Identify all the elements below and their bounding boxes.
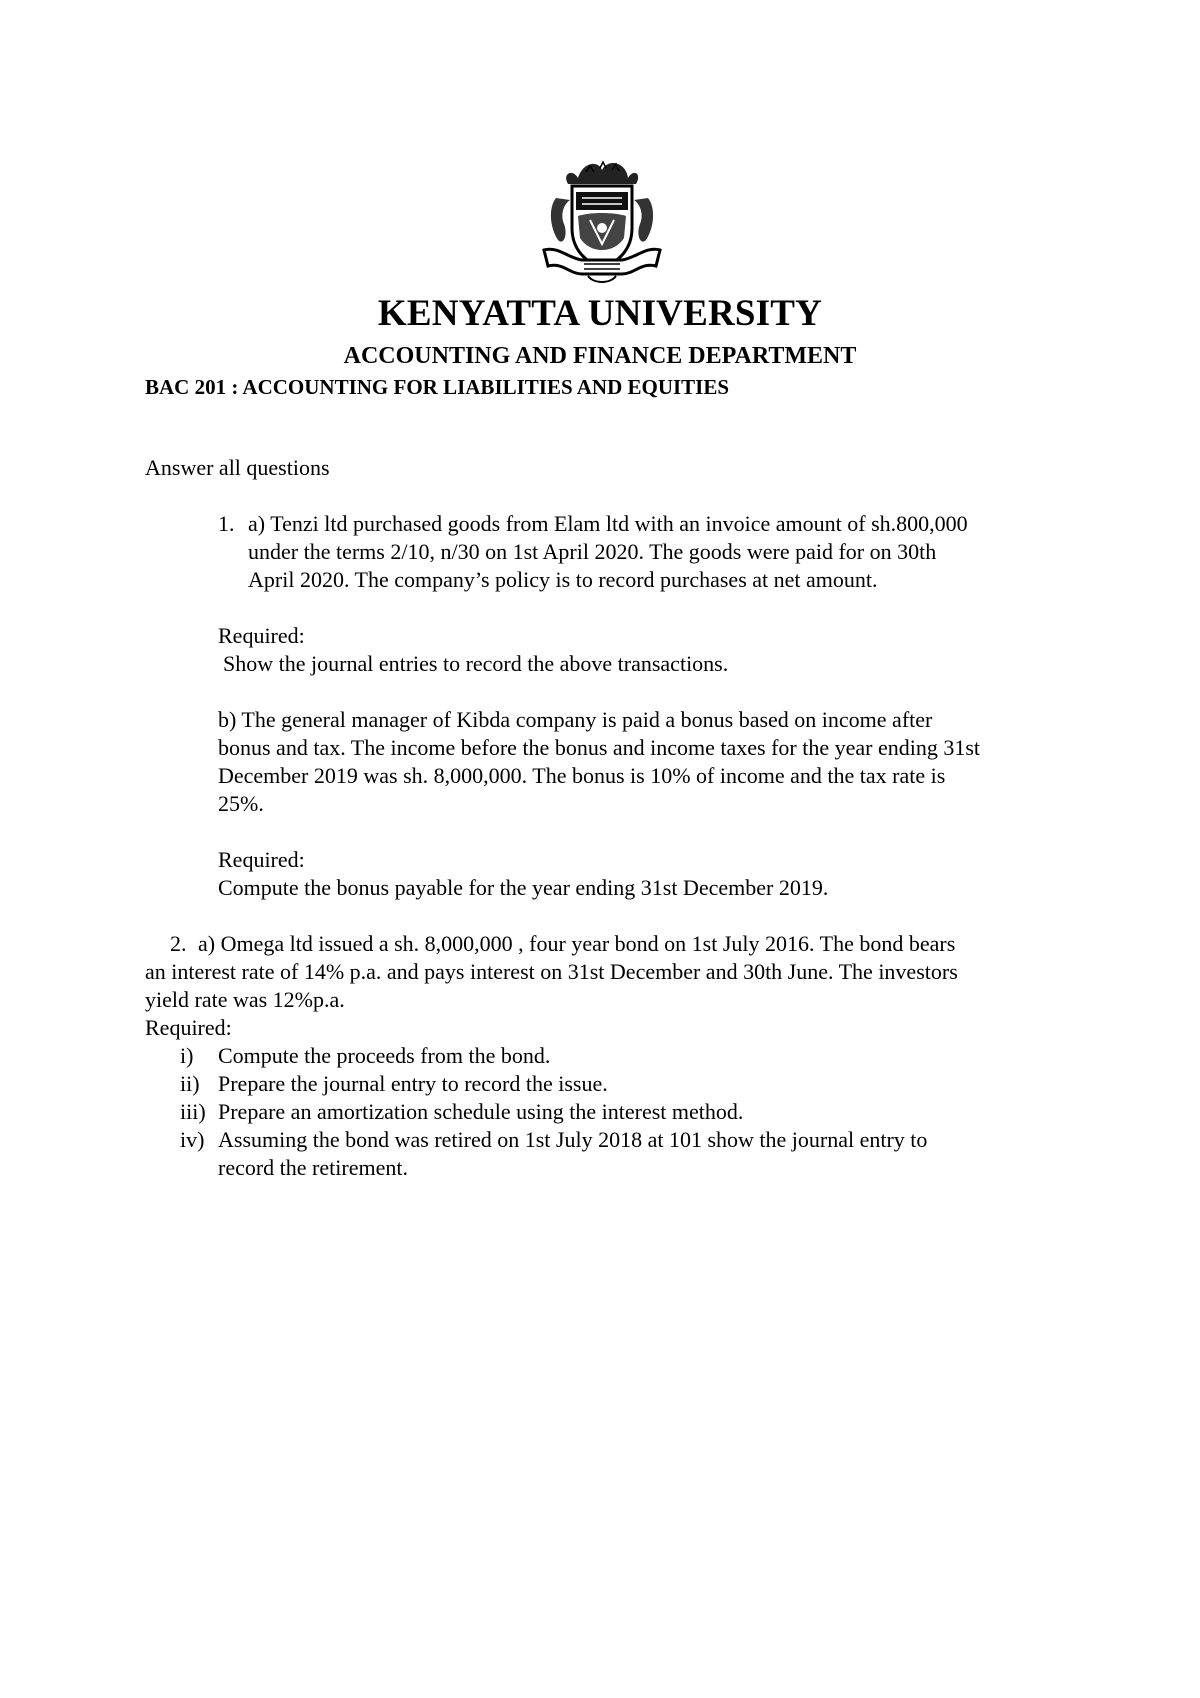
question-2a-line: a) Omega ltd issued a sh. 8,000,000 , four year bond on 1st July 2016. The bond bears bbox=[198, 931, 956, 956]
instructions: Answer all questions bbox=[145, 455, 330, 480]
course-title: BAC 201 : ACCOUNTING FOR LIABILITIES AND EQUITIES bbox=[145, 375, 730, 399]
question-1b-line: 25%. bbox=[218, 791, 264, 816]
question-1b-line: b) The general manager of Kibda company is paid a bonus based on income after bbox=[218, 707, 933, 732]
question-1-number: 1. bbox=[218, 511, 235, 536]
question-1a-line: a) Tenzi ltd purchased goods from Elam ltd with an invoice amount of sh.800,000 bbox=[248, 511, 968, 536]
list-item-marker: iv) bbox=[180, 1127, 205, 1152]
question-2a-line: an interest rate of 14% p.a. and pays interest on 31st December and 30th June. The investors bbox=[145, 959, 958, 984]
question-1b-line: bonus and tax. The income before the bonus and income taxes for the year ending 31st bbox=[218, 735, 981, 760]
university-crest-icon bbox=[538, 158, 666, 288]
question-2-number: 2. bbox=[170, 931, 187, 956]
question-2a-line: yield rate was 12%p.a. bbox=[145, 987, 345, 1012]
question-1a-line: under the terms 2/10, n/30 on 1st April 2020. The goods were paid for on 30th bbox=[248, 539, 937, 564]
question-1b-line: December 2019 was sh. 8,000,000. The bonus is 10% of income and the tax rate is bbox=[218, 763, 946, 788]
question-2-required-label: Required: bbox=[145, 1015, 232, 1040]
list-item-marker: iii) bbox=[180, 1099, 206, 1124]
question-1a-line: April 2020. The company’s policy is to record purchases at net amount. bbox=[248, 567, 878, 592]
list-item-text: Compute the proceeds from the bond. bbox=[218, 1043, 551, 1068]
question-1b-required-label: Required: bbox=[218, 847, 305, 872]
list-item-text: Prepare the journal entry to record the issue. bbox=[218, 1071, 608, 1096]
university-name: KENYATTA UNIVERSITY bbox=[377, 293, 823, 334]
list-item-marker: i) bbox=[180, 1043, 194, 1068]
question-1b-required-text: Compute the bonus payable for the year ending 31st December 2019. bbox=[218, 875, 829, 900]
list-item-text: record the retirement. bbox=[218, 1155, 408, 1180]
department-name: ACCOUNTING AND FINANCE DEPARTMENT bbox=[343, 343, 857, 369]
question-1a-required-text: Show the journal entries to record the above transactions. bbox=[223, 651, 729, 676]
list-item-text: Prepare an amortization schedule using the interest method. bbox=[218, 1099, 744, 1124]
list-item-marker: ii) bbox=[180, 1071, 200, 1096]
list-item-text: Assuming the bond was retired on 1st July 2018 at 101 show the journal entry to bbox=[218, 1127, 928, 1152]
question-1a-required-label: Required: bbox=[218, 623, 305, 648]
